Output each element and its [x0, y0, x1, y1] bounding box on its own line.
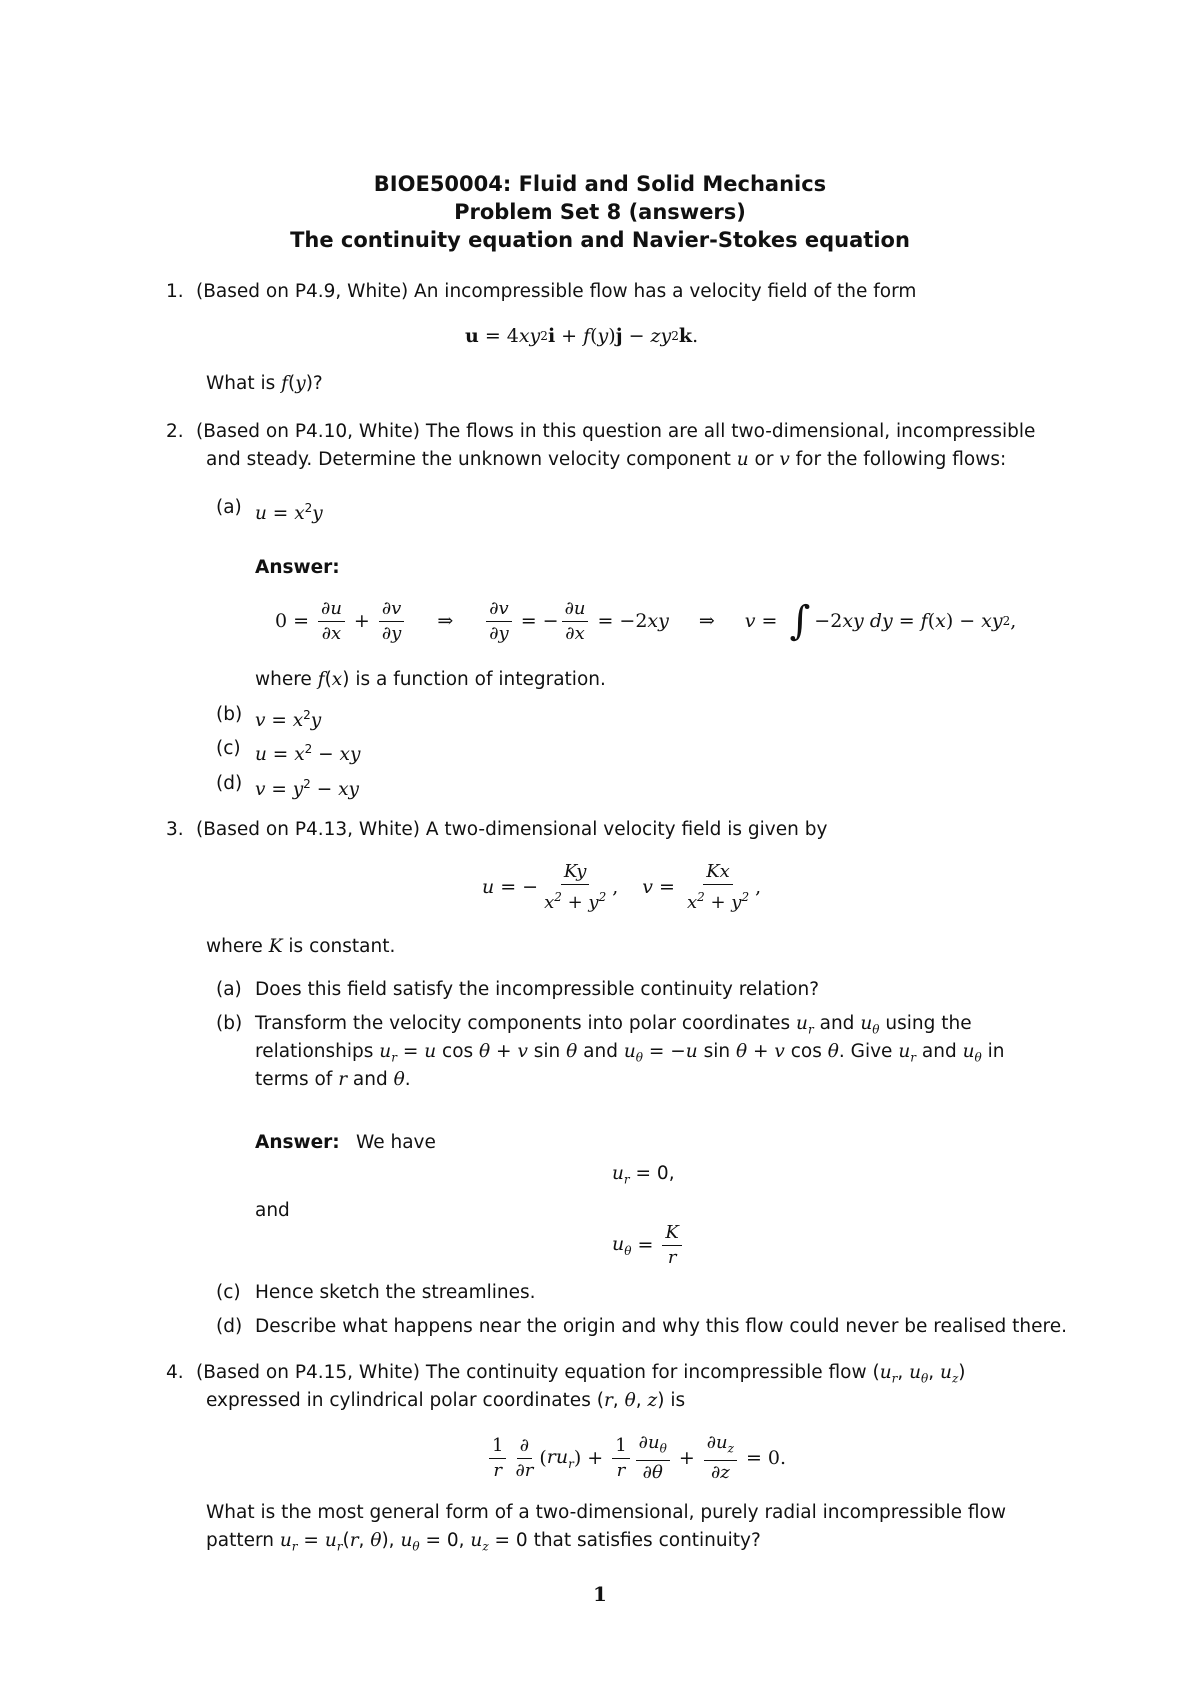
q3-answer-label: Answer:	[255, 1132, 340, 1153]
q2-line2: and steady. Determine the unknown velocity component u or v for the following flows:	[206, 449, 1007, 470]
q3-answer-and: and	[255, 1200, 290, 1221]
q4-line1: (Based on P4.15, White) The continuity equation for incompressible flow ($u_r$, $u_\theta$, $u_z$)	[196, 1362, 966, 1386]
q2-part-c-label: (c)	[216, 738, 241, 759]
topic-title: The continuity equation and Navier-Stokes equation	[290, 228, 910, 252]
document-header	[0, 170, 1200, 254]
q2-part-a-eq: $u = x^2y$	[255, 501, 323, 525]
q1-question: What is f(y)?	[206, 373, 323, 394]
q2-line1: (Based on P4.10, White) The flows in this question are all two-dimensional, incompressible	[196, 421, 1036, 442]
q3-where: where K is constant.	[206, 936, 396, 957]
q3-answer-utheta: $u_\theta$ = $\frac{K}{r}$	[612, 1216, 685, 1274]
q4-line3: What is the most general form of a two-dimensional, purely radial incompressible flow	[206, 1502, 1006, 1523]
q2-answer-equation: 0 = $\frac{\partial u}{\partial x}$ + $\frac{\partial v}{\partial y}$ ⇒ $\frac{\partial v}{\partial y}$ = − $\frac{\partial u}{\partial x}$ = −2 xy ⇒ v = ∫ −2 xy dy = f ( x ) − xy 2 ,	[275, 597, 1017, 644]
q3-part-b-label: (b)	[216, 1013, 243, 1034]
q3-part-b-line1: Transform the velocity components into polar coordinates $u_r$ and $u_\theta$ using the	[255, 1013, 972, 1037]
q3-part-a-label: (a)	[216, 979, 242, 1000]
q2-answer-where: where f(x) is a function of integration.	[255, 669, 606, 690]
q3-part-a-text: Does this field satisfy the incompressible continuity relation?	[255, 979, 820, 1000]
q3-text: (Based on P4.13, White) A two-dimensional velocity field is given by	[196, 819, 828, 840]
q3-part-b-line2: relationships $u_r = u$ cos θ + v sin θ and $u_\theta = -u$ sin θ + v cos θ. Give $u_r$ and $u_\theta$ in	[255, 1041, 1005, 1065]
q4-line2: expressed in cylindrical polar coordinates (r, θ, z) is	[206, 1390, 686, 1411]
q4-continuity-equation: $\frac{1}{r}$ $\frac{\partial}{\partial r}$ ( $ru_r$ ) + $\frac{1}{r}$ $\frac{\partial u_\theta}{\partial\theta}$ + $\frac{\partial u_z}{\partial z}$ = 0.	[486, 1428, 786, 1488]
q2-part-d-eq: $v = y^2$ − xy	[255, 777, 359, 801]
page-number: 1	[593, 1582, 607, 1606]
q3-velocity-field: u = − $\frac{Ky}{x^2 + y^2}$ , v = $\frac{Kx}{x^2 + y^2}$ ,	[482, 860, 762, 913]
problem-set-title: Problem Set 8 (answers)	[454, 200, 746, 224]
q2-part-c-eq: $u = x^2$ − xy	[255, 742, 361, 766]
q1-text: (Based on P4.9, White) An incompressible flow has a velocity field of the form	[196, 281, 917, 302]
q3-part-d-text: Describe what happens near the origin and why this flow could never be realised there.	[255, 1316, 1067, 1337]
q2-part-b-eq: $v = x^2y$	[255, 708, 322, 732]
q1-velocity-equation: u = 4 xy 2 i + f ( y ) j − zy 2 k .	[465, 325, 699, 347]
q3-part-d-label: (d)	[216, 1316, 243, 1337]
q2-part-a-label: (a)	[216, 497, 242, 518]
q3-number: 3.	[166, 819, 184, 840]
q1-number: 1.	[166, 281, 184, 302]
q3-part-c-label: (c)	[216, 1282, 241, 1303]
q4-number: 4.	[166, 1362, 184, 1383]
q2-number: 2.	[166, 421, 184, 442]
q4-line4: pattern $u_r = u_r(r$, θ), $u_\theta = 0$, $u_z = 0$ that satisfies continuity?	[206, 1530, 761, 1554]
q3-answer-ur: $u_r = 0$,	[612, 1163, 675, 1187]
q3-answer-we-have: We have	[356, 1132, 436, 1153]
q3-part-b-line3: terms of r and θ.	[255, 1069, 411, 1090]
course-title: BIOE50004: Fluid and Solid Mechanics	[373, 172, 827, 196]
q3-part-c-text: Hence sketch the streamlines.	[255, 1282, 536, 1303]
q2-answer-label: Answer:	[255, 557, 340, 578]
q2-part-b-label: (b)	[216, 704, 243, 725]
q2-part-d-label: (d)	[216, 773, 243, 794]
